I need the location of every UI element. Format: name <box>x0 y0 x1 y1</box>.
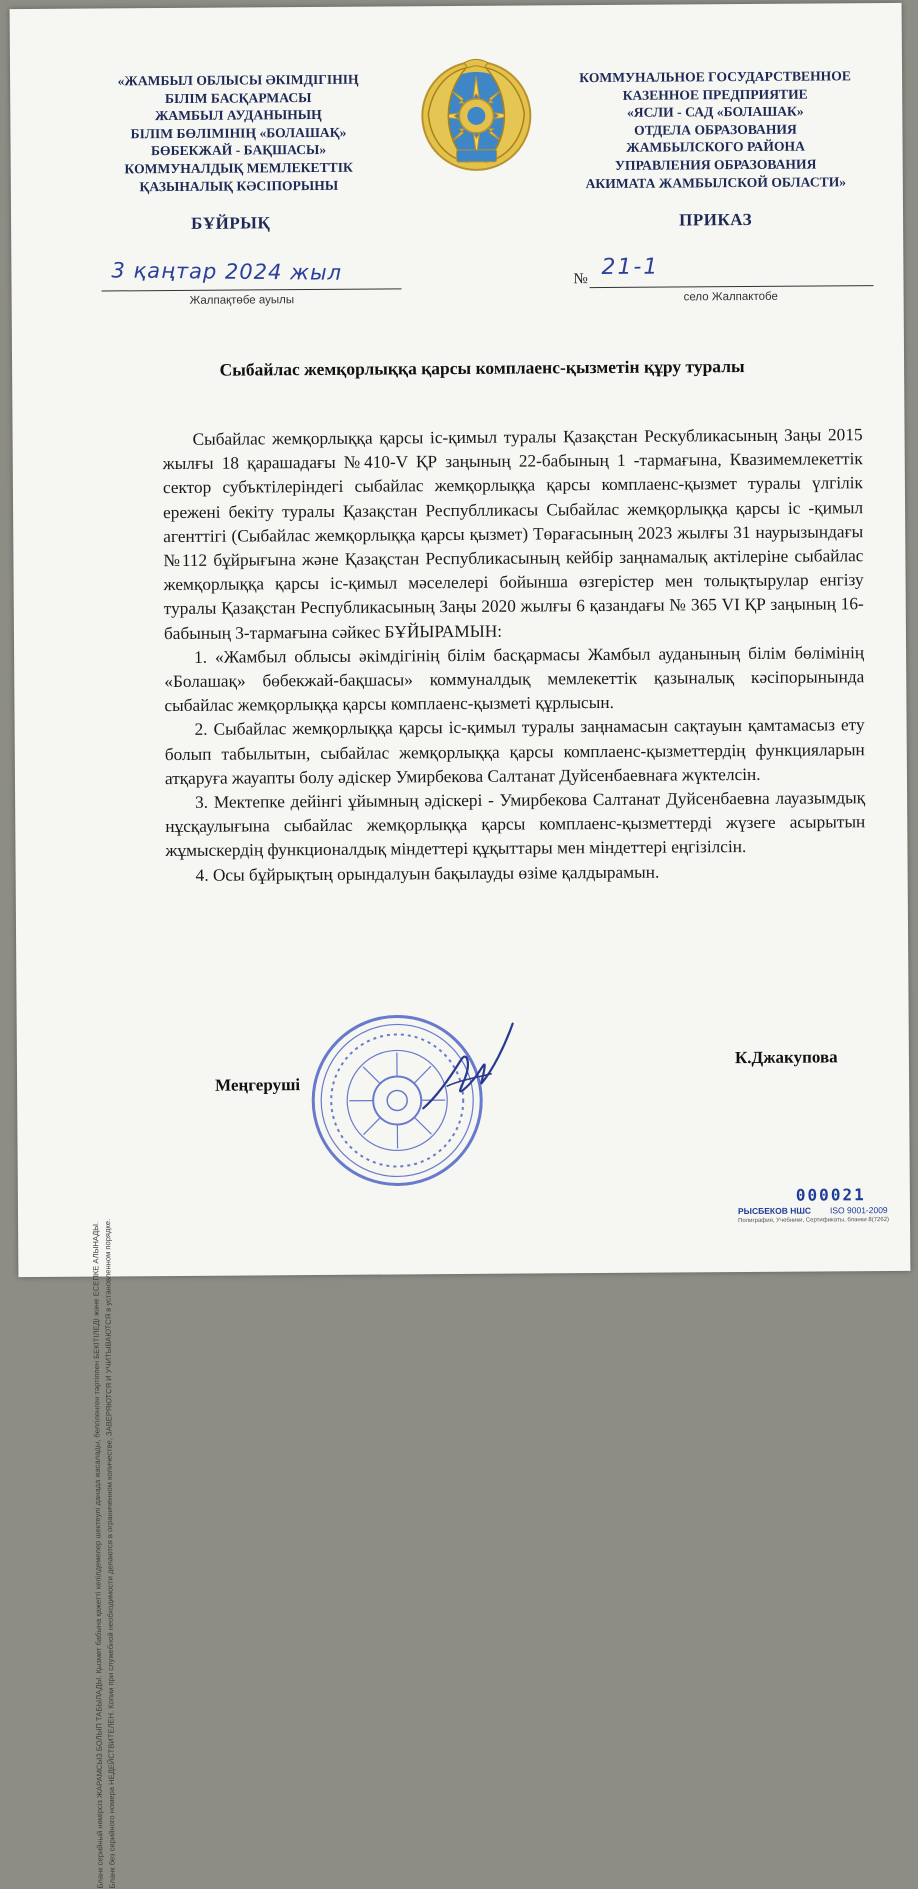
header-right-line: КОММУНАЛЬНОЕ ГОСУДАРСТВЕННОЕ <box>550 67 880 87</box>
order-item: 4. Осы бұйрықтың орындалуын бақылауды өзіме қалдырамын. <box>166 859 866 888</box>
signatory-name: К.Джакупова <box>735 1047 838 1068</box>
document-page <box>10 3 911 1277</box>
order-title-ru: ПРИКАЗ <box>679 210 752 231</box>
header-right-line: КАЗЕННОЕ ПРЕДПРИЯТИЕ <box>550 85 880 105</box>
header-right-line: ОТДЕЛА ОБРАЗОВАНИЯ <box>550 120 880 140</box>
handwritten-date: 3 қаңтар 2024 жыл <box>111 258 342 284</box>
handwritten-number: 21-1 <box>601 255 659 280</box>
signatory-position: Меңгеруші <box>215 1075 300 1096</box>
date-underline <box>102 288 402 291</box>
header-right-ru <box>550 67 881 192</box>
printer-brand: РЫСБЕКОВ НШС <box>738 1206 811 1217</box>
preamble-paragraph: Сыбайлас жемқорлыққа қарсы іс-қимыл туралы Қазақстан Рескубликасының Заңы 2015 жылғы 18 қарашадағы №410-V ҚР заңының 22-бабының 1 -тармағына, Квазимемлекеттік сектор субъктілеріндегі сыбайлас жемқорлыққа қарсы комплаенс-қызмет туралы үлгілік ережені бекіту туралы Қазақстан Республликасы Сыбайлас жемқорлыққа қарсы іс -қимыл агенттігі (Сыбайлас жемқорлыққа қарсы қызмет) Төрағасының 2023 жылғы 31 наурызындағы №112 бұйрығына және Қазақстан Республикасының кейбір заңнамалық актілеріне сыбайлас жемқорлыққа қарсы іс-қимыл мәселелері бойынша өзгерістер мен толықтырулар енгізу туралы Қазақстан Республикасының Заңы 2020 жылғы 6 қазандағы № 365 VI ҚР заңының 16-бабының 3-тармағына сәйкес БҰЙЫРАМЫН: <box>163 423 865 646</box>
header-left-line: ЖАМБЫЛ АУДАНЫНЫҢ <box>88 106 388 126</box>
place-ru: село Жалпактобе <box>684 291 778 304</box>
header-left-line: БӨБЕКЖАЙ - БАҚШАСЫ» <box>89 141 389 161</box>
state-emblem-icon <box>418 57 535 174</box>
document-title: Сыбайлас жемқорлыққа қарсы комплаенс-қызметін құру туралы <box>162 356 802 381</box>
blank-serial-number: 000021 <box>796 1185 866 1204</box>
header-right-line: «ЯСЛИ - САД «БОЛАШАК» <box>550 102 880 122</box>
place-kz: Жалпақтөбе ауылы <box>190 294 295 307</box>
order-item: 2. Сыбайлас жемқорлыққа қарсы іс-қимыл туралы заңнамасын сақтауын қамтамасыз ету болып табылытын, сыбайлас жемқорлыққа қарсы комплаенс-қызметтердің функцияларын атқаруға жауапты болу әдіскер Умирбекова Салтанат Дуйсенбаевнаға жүктелсін. <box>165 714 865 791</box>
header-right-line: ЖАМБЫЛСКОГО РАЙОНА <box>551 137 881 157</box>
printer-subtitle: Полиграфия, Учебники, Сертификаты, бланки 8(7262) <box>738 1217 889 1224</box>
number-label: № <box>573 271 587 288</box>
printer-iso: ISO 9001-2009 <box>830 1205 888 1215</box>
order-item: 3. Мектепке дейінгі ұйымның әдіскері - Умирбекова Салтанат Дуйсенбаевна лауазымдық нұсқаулығына сыбайлас жемқорлыққа қарсы комплаенс-қызметтерді жүзеге асырытын жұмыскердің функционалдық міндеттері құқыттары мен міндеттері еңгізілсін. <box>165 786 865 863</box>
printer-mark <box>738 1185 888 1228</box>
header-left-line: КОММУНАЛДЫҚ МЕМЛЕКЕТТІК <box>89 158 389 178</box>
side-note-kz: Бланк серийный нөмірсіз ЖАРАМСЫЗ БОЛЫП ТАБЫЛАДЫ. Қызмет бабына қажетті кепілдемелер шектеулі данада жасалады, белгіленген тәртіппен БЕКІТІЛЕДІ және ЕСЕПКЕ АЛЫНАДЫ. <box>89 1129 106 1889</box>
header-left-line: БІЛІМ БӨЛІМІНІҢ «БОЛАШАҚ» <box>88 123 388 143</box>
header-left-kz <box>88 70 389 195</box>
header-left-line: «ЖАМБЫЛ ОБЛЫСЫ ӘКІМДІГІНІҢ <box>88 70 388 90</box>
blank-side-note <box>89 1128 154 1888</box>
header-left-line: БІЛІМ БАСҚАРМАСЫ <box>88 88 388 108</box>
number-underline <box>590 285 874 288</box>
order-item: 1. «Жамбыл облысы әкімдігінің білім басқармасы Жамбыл ауданының білім бөлімінің «Болашақ» бөбекжай-бақшасы» коммуналдық мемлекеттік қазыналық кәсіпорынында сыбайлас жемқорлыққа қарсы комплаенс-қызметі құрлысын. <box>164 641 864 718</box>
handwritten-signature-icon <box>417 1016 528 1127</box>
document-body <box>163 423 866 888</box>
order-title-kz: БҰЙРЫҚ <box>191 213 270 234</box>
header-right-line: УПРАВЛЕНИЯ ОБРАЗОВАНИЯ <box>551 155 881 175</box>
header-right-line: АКИМАТА ЖАМБЫЛСКОЙ ОБЛАСТИ» <box>551 173 881 193</box>
header-left-line: ҚАЗЫНАЛЫҚ КӘСІПОРЫНЫ <box>89 176 389 196</box>
side-note-ru: Бланк без серийного номера НЕДЕЙСТВИТЕЛЕН. Копии при служебной необходимости делаются в ограниченном количестве, ЗАВЕРЯЮТСЯ И УЧИТЫВАЮТСЯ в установленном порядке. <box>101 1128 118 1888</box>
